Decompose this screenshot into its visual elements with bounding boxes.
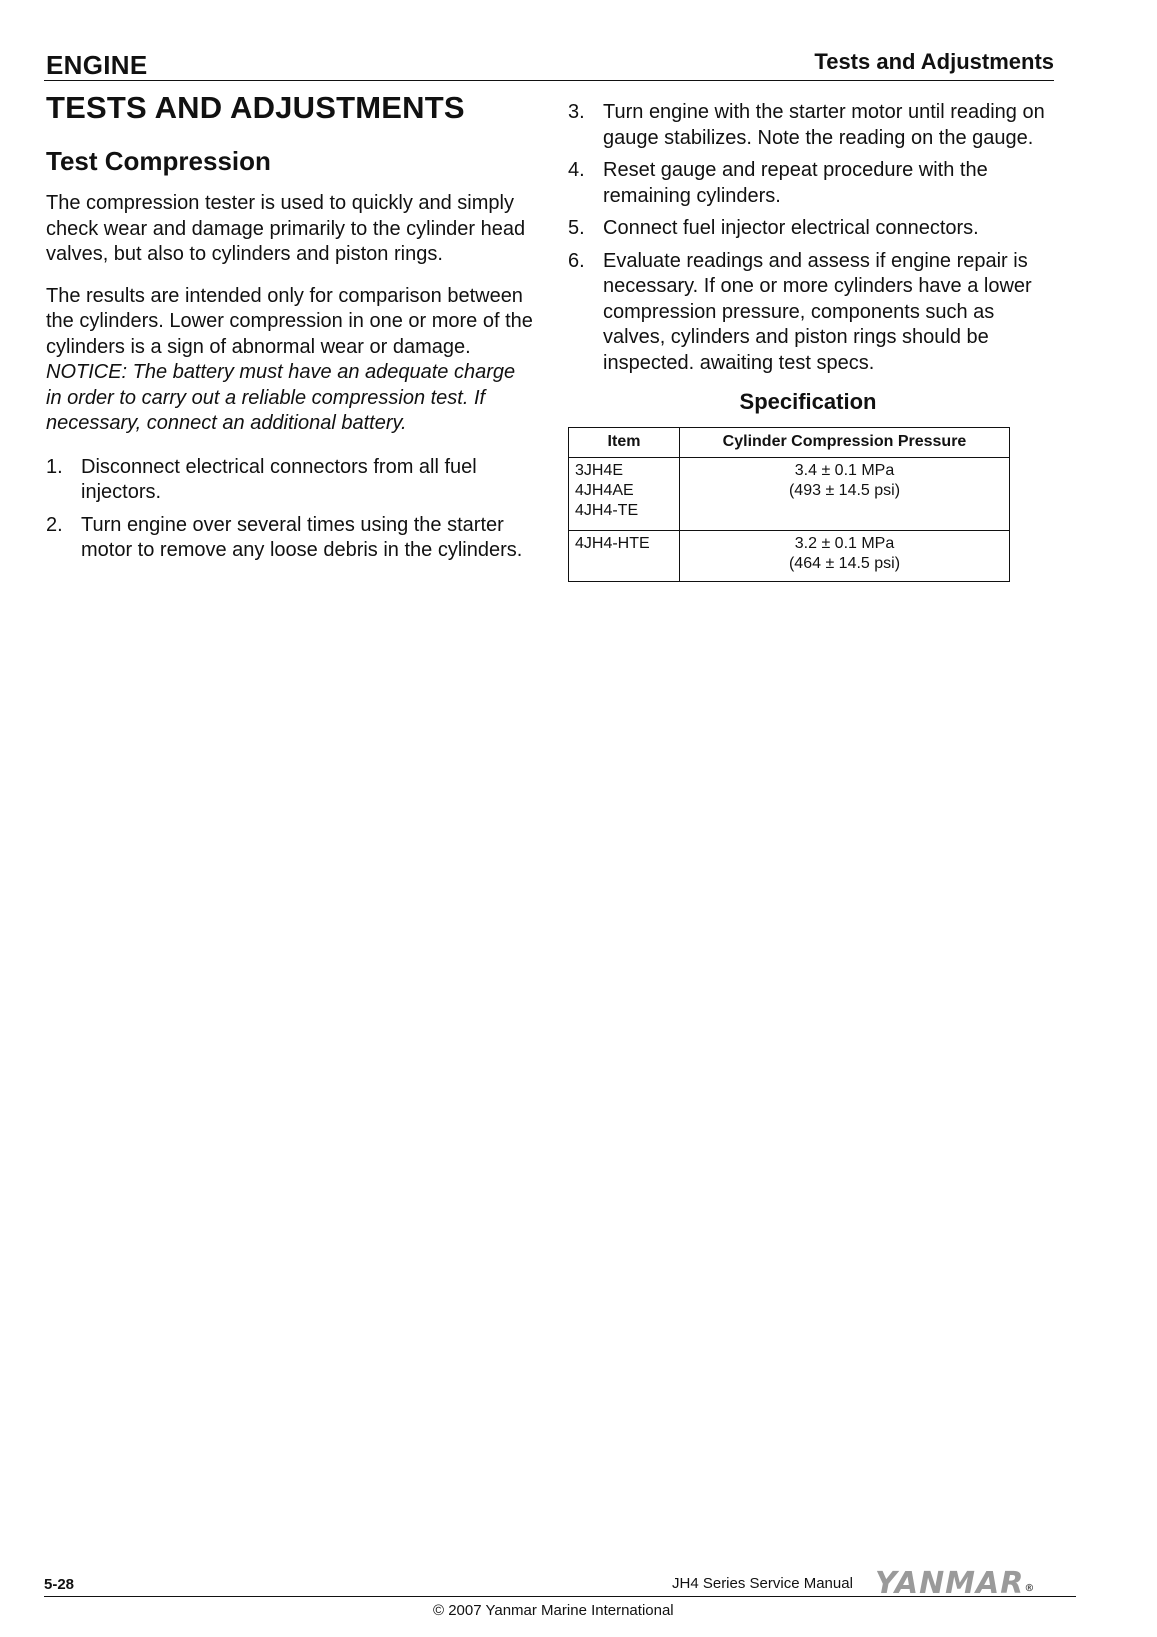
- model-name: 4JH4-HTE: [575, 535, 650, 552]
- pressure-cell: [680, 458, 1010, 531]
- list-item: [46, 513, 536, 564]
- step-text: Reset gauge and repeat procedure with the remaining cylinders.: [603, 159, 988, 207]
- page-number: 5-28: [44, 1576, 75, 1593]
- column-header-item: Item: [569, 428, 680, 458]
- copyright: © 2007 Yanmar Marine International: [433, 1602, 674, 1619]
- registered-mark: ®: [1024, 1583, 1036, 1594]
- table-header-row: [569, 428, 1010, 458]
- step-number: 5.: [568, 217, 585, 239]
- battery-notice: NOTICE: The battery must have an adequate charge in order to carry out a reliable compression test. If necessary, connect an additional battery.: [46, 361, 516, 434]
- manual-title: JH4 Series Service Manual: [672, 1575, 853, 1592]
- step-text: Connect fuel injector electrical connectors.: [603, 217, 979, 239]
- pressure-cell: [680, 531, 1010, 582]
- step-number: 3.: [568, 101, 585, 123]
- page-title: TESTS AND ADJUSTMENTS: [46, 90, 465, 125]
- pressure-psi: (464 ± 14.5 psi): [788, 555, 901, 572]
- model-name: 3JH4E: [575, 462, 624, 479]
- intro-paragraph: The compression tester is used to quickly and simply check wear and damage primarily to the cylinder head valves, but also to cylinders and piston rings.: [46, 192, 526, 265]
- list-item: [568, 216, 1058, 242]
- column-header-pressure: Cylinder Compression Pressure: [680, 428, 1010, 458]
- list-item: [568, 100, 1058, 151]
- specification-table: [568, 427, 1010, 582]
- header-divider: [44, 80, 1054, 81]
- step-number: 4.: [568, 159, 585, 181]
- results-text: The results are intended only for comparison between the cylinders. Lower compression in one or more of the cylinders is a sign of abnormal wear or damage.: [46, 284, 533, 358]
- step-number: 1.: [46, 455, 63, 478]
- model-cell: [569, 531, 680, 582]
- model-cell: [569, 458, 680, 531]
- list-item: [568, 158, 1058, 209]
- step-number: 2.: [46, 513, 63, 536]
- step-text: Turn engine over several times using the starter motor to remove any loose debris in the cylinders.: [81, 513, 523, 561]
- right-column: [568, 100, 1058, 582]
- step-text: Disconnect electrical connectors from all fuel injectors.: [81, 455, 477, 503]
- section-title: Test Compression: [46, 146, 271, 176]
- logo-text: YANMAR: [875, 1566, 1025, 1601]
- pressure-mpa: 3.4 ± 0.1 MPa: [794, 462, 895, 479]
- left-column: [46, 90, 536, 571]
- step-number: 6.: [568, 249, 585, 272]
- model-name: 4JH4AE: [575, 482, 634, 499]
- table-row: [569, 531, 1010, 582]
- step-text: Turn engine with the starter motor until reading on gauge stabilizes. Note the reading on the gauge.: [603, 101, 1045, 149]
- pressure-psi: (493 ± 14.5 psi): [788, 482, 901, 499]
- table-row: [569, 458, 1010, 531]
- footer-divider: [44, 1596, 1076, 1597]
- list-item: [568, 249, 1058, 377]
- list-item: [46, 455, 536, 506]
- section-header: ENGINE: [46, 50, 148, 80]
- topic-header: Tests and Adjustments: [814, 49, 1054, 74]
- pressure-mpa: 3.2 ± 0.1 MPa: [794, 535, 895, 552]
- model-name: 4JH4-TE: [575, 502, 639, 519]
- steps-list-right: [568, 100, 1058, 376]
- results-paragraph: [46, 284, 536, 437]
- step-text: Evaluate readings and assess if engine repair is necessary. If one or more cylinders have a lower compression pressure, components such as valves, cylinders and piston rings should be inspected. awaiting test specs.: [603, 249, 1032, 374]
- specification-title: Specification: [739, 389, 877, 414]
- steps-list-left: [46, 455, 536, 564]
